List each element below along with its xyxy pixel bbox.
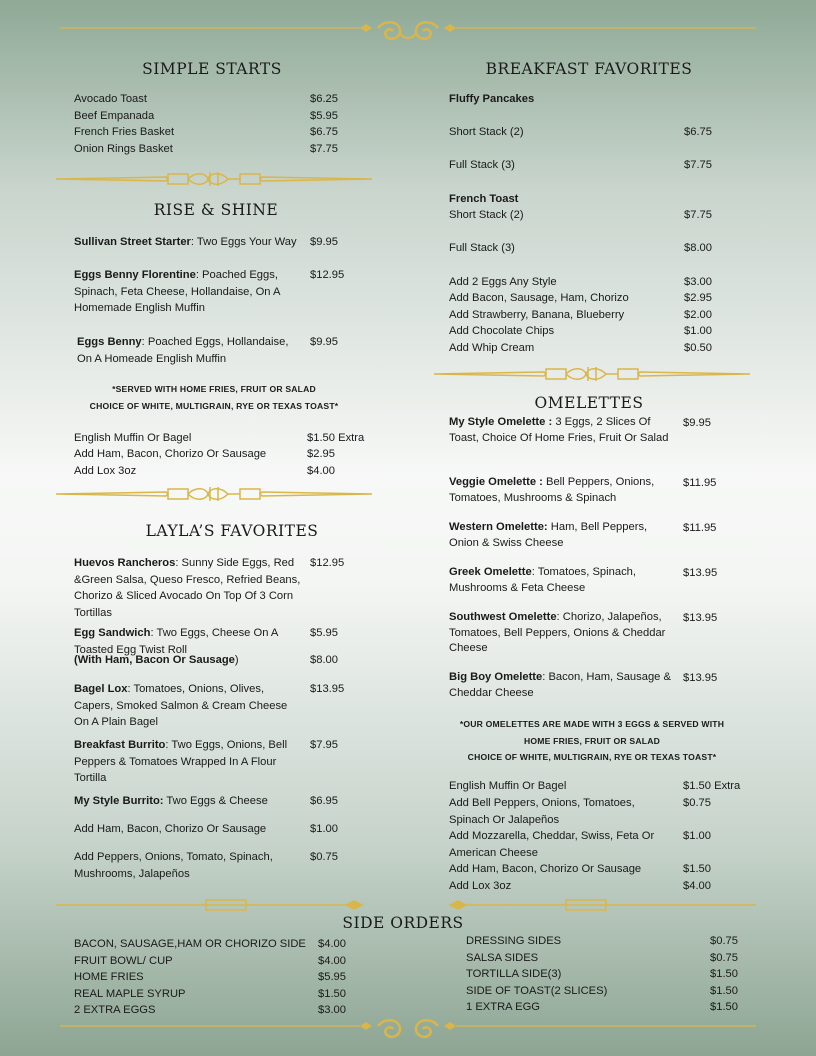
section-title-laylas-favorites: LAYLA’S FAVORITES: [145, 522, 319, 540]
menu-item-price: $7.95: [310, 739, 338, 751]
menu-item-price: $5.95: [310, 627, 338, 639]
divider-right-1: [434, 365, 750, 383]
menu-item-desc: Southwest Omelette: Chorizo, Jalapeños, Tomatoes, Bell Peppers, Onions & Cheddar Cheese: [449, 611, 666, 654]
menu-item-desc: Veggie Omelette : Bell Peppers, Onions, Tomatoes, Mushrooms & Spinach: [449, 476, 655, 504]
addon-name: English Muffin Or Bagel: [449, 780, 567, 792]
addon-name: Add Mozzarella, Cheddar, Swiss, Feta Or American Cheese: [449, 830, 655, 859]
menu-item-price: $11.95: [683, 522, 717, 534]
item-group-title: French Toast: [449, 193, 519, 205]
menu-item-price: $0.75: [310, 851, 338, 863]
addon-price: $1.50 Extra: [683, 780, 741, 792]
divider-bottom: [56, 896, 756, 914]
omelette-note: *OUR OMELETTES ARE MADE WITH 3 EGGS & SERVED WITH HOME FRIES, FRUIT OR SALAD CHOICE OF WHITE, MULTIGRAIN, RYE OR TEXAS TOAST*: [459, 719, 725, 762]
item-group-title: Fluffy Pancakes: [449, 93, 535, 105]
menu-item-desc: Eggs Benny: Poached Eggs, Hollandaise, On A Homeade English Muffin: [77, 336, 289, 365]
menu-item-price: $9.95: [683, 417, 711, 429]
menu-item-desc: Eggs Benny Florentine: Poached Eggs, Spinach, Feta Cheese, Hollandaise, On A Homemade English Muffin: [74, 269, 280, 315]
menu-item-price: $13.95: [683, 612, 718, 624]
menu-item-price: $13.95: [683, 672, 718, 684]
menu-item-price: $11.95: [683, 477, 717, 489]
bottom-flourish: [60, 1012, 756, 1042]
menu-item-price: $9.95: [310, 336, 338, 348]
menu-item-desc: Breakfast Burrito: Two Eggs, Onions, Bell Peppers & Tomatoes Wrapped In A Flour Tortilla: [74, 739, 288, 785]
menu-item-desc: Add Peppers, Onions, Tomato, Spinach, Mushrooms, Jalapeños: [74, 851, 273, 880]
addon-name: Add Ham, Bacon, Chorizo Or Sausage: [449, 863, 642, 875]
top-flourish: [60, 20, 756, 50]
menu-item-price: $13.95: [683, 567, 718, 579]
menu-item-price: $8.00: [310, 654, 338, 666]
divider-left-2: [56, 485, 372, 503]
menu-item-price: $9.95: [310, 236, 338, 248]
menu-item-desc: Huevos Rancheros: Sunny Side Eggs, Red &Green Salsa, Queso Fresco, Refried Beans, Chorizo & Sliced Avocado On Top Of 3 Corn Tortillas: [74, 557, 301, 620]
menu-item-desc: Bagel Lox: Tomatoes, Onions, Olives, Capers, Smoked Salmon & Cream Cheese On A Plain Bagel: [74, 683, 288, 729]
menu-item-desc: Western Omelette: Ham, Bell Peppers, Onion & Swiss Cheese: [449, 521, 648, 549]
addon-price: $1.00: [683, 830, 711, 842]
addon-price: $0.75: [683, 797, 711, 809]
section-title-rise-shine: RISE & SHINE: [153, 201, 279, 219]
menu-item-desc: Egg Sandwich: Two Eggs, Cheese On A Toasted Egg Twist Roll: [74, 627, 278, 656]
addon-price: $1.50: [683, 863, 711, 875]
section-title-breakfast-favorites: BREAKFAST FAVORITES: [485, 60, 693, 78]
menu-item-desc: (With Ham, Bacon Or Sausage): [74, 654, 239, 666]
menu-item-desc: Add Ham, Bacon, Chorizo Or Sausage: [74, 823, 267, 835]
menu-item-desc: Sullivan Street Starter: Two Eggs Your Way: [74, 236, 297, 248]
menu-item-price: $12.95: [310, 557, 345, 569]
menu-item-price: $6.95: [310, 795, 338, 807]
menu-item-price: $13.95: [310, 683, 345, 695]
addon-name: Add Bell Peppers, Onions, Tomatoes, Spinach Or Jalapeños: [449, 797, 635, 826]
menu-item-desc: My Style Burrito: Two Eggs & Cheese: [74, 795, 268, 807]
section-title-side-orders: SIDE ORDERS: [342, 914, 464, 932]
served-with-note: *SERVED WITH HOME FRIES, FRUIT OR SALAD CHOICE OF WHITE, MULTIGRAIN, RYE OR TEXAS TOAST*: [89, 384, 339, 411]
menu-item-desc: Greek Omelette: Tomatoes, Spinach, Mushrooms & Feta Cheese: [449, 566, 636, 594]
menu-item-price: $12.95: [310, 269, 345, 281]
menu-item-desc: My Style Omelette : 3 Eggs, 2 Slices Of Toast, Choice Of Home Fries, Fruit Or Salad: [449, 416, 669, 444]
menu-item-price: $1.00: [310, 823, 338, 835]
addon-name: Add Lox 3oz: [449, 880, 512, 892]
addon-price: $4.00: [683, 880, 711, 892]
section-title-simple-starts: SIMPLE STARTS: [142, 60, 282, 78]
section-title-omelettes: OMELETTES: [534, 394, 644, 412]
divider-left-1: [56, 170, 372, 188]
menu-item-desc: Big Boy Omelette: Bacon, Ham, Sausage & Cheddar Cheese: [449, 671, 671, 699]
